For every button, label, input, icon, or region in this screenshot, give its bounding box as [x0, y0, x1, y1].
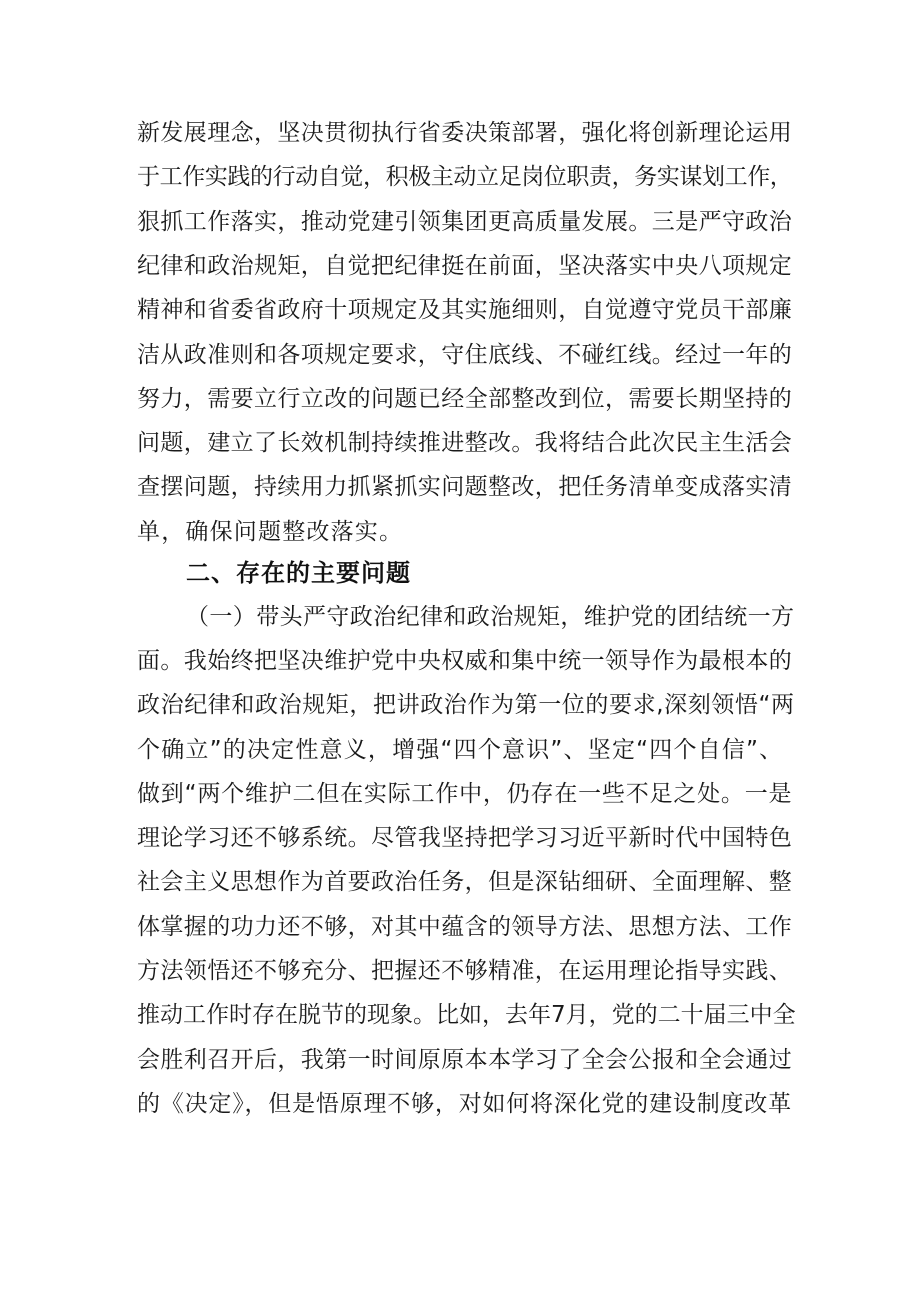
body-text-line: 社会主义思想作为首要政治任务，但是深钻细研、全面理解、整 [137, 869, 793, 895]
body-text-line: 理论学习还不够系统。尽管我坚持把学习习近平新时代中国特色 [137, 825, 793, 851]
body-text-line: 洁从政准则和各项规定要求，守住底线、不碰红线。经过一年的 [137, 342, 793, 368]
body-text-line: 努力，需要立行立改的问题已经全部整改到位，需要长期坚持的 [137, 386, 793, 412]
body-text-line: 做到“两个维护二但在实际工作中，仍存在一些不足之处。一是 [137, 781, 793, 807]
body-text-line: 问题，建立了长效机制持续推进整改。我将结合此次民主生活会 [137, 430, 793, 456]
body-text-line: 方法领悟还不够充分、把握还不够精准，在运用理论指导实践、 [137, 958, 793, 984]
body-text-line: 狠抓工作落实，推动党建引领集团更高质量发展。三是严守政治 [137, 209, 793, 235]
body-text-line: 政治纪律和政治规矩，把讲政治作为第一位的要求,深刻领悟“两 [137, 692, 795, 718]
body-text-line: 纪律和政治规矩，自觉把纪律挺在前面，坚决落实中央八项规定 [137, 253, 793, 279]
body-text-line: 新发展理念，坚决贯彻执行省委决策部署，强化将创新理论运用 [137, 120, 793, 146]
body-text-line: （一）带头严守政治纪律和政治规矩，维护党的团结统一方 [186, 604, 795, 630]
body-text-line: 推动工作时存在脱节的现象。比如，去年7月，党的二十届三中全 [137, 1002, 796, 1028]
body-text-line: 会胜利召开后，我第一时间原原本本学习了全会公报和全会通过 [137, 1047, 793, 1073]
body-text-line: 查摆问题，持续用力抓紧抓实问题整改，把任务清单变成落实清 [137, 474, 793, 500]
body-text-line: 精神和省委省政府十项规定及其实施细则，自觉遵守党员干部廉 [137, 297, 793, 323]
body-text-line: 单，确保问题整改落实。 [137, 519, 404, 545]
body-text-line: 个确立”的决定性意义，增强“四个意识”、坚定“四个自信”、 [137, 737, 784, 763]
body-text-line: 面。我始终把坚决维护党中央权威和集中统一领导作为最根本的 [137, 648, 793, 674]
section-heading: 二、存在的主要问题 [186, 559, 411, 587]
body-text-line: 的《决定》，但是悟原理不够，对如何将深化党的建设制度改革 [137, 1091, 792, 1117]
body-text-line: 体掌握的功力还不够，对其中蕴含的领导方法、思想方法、工作 [137, 914, 793, 940]
body-text-line: 于工作实践的行动自觉，积极主动立足岗位职责，务实谋划工作， [137, 164, 793, 190]
